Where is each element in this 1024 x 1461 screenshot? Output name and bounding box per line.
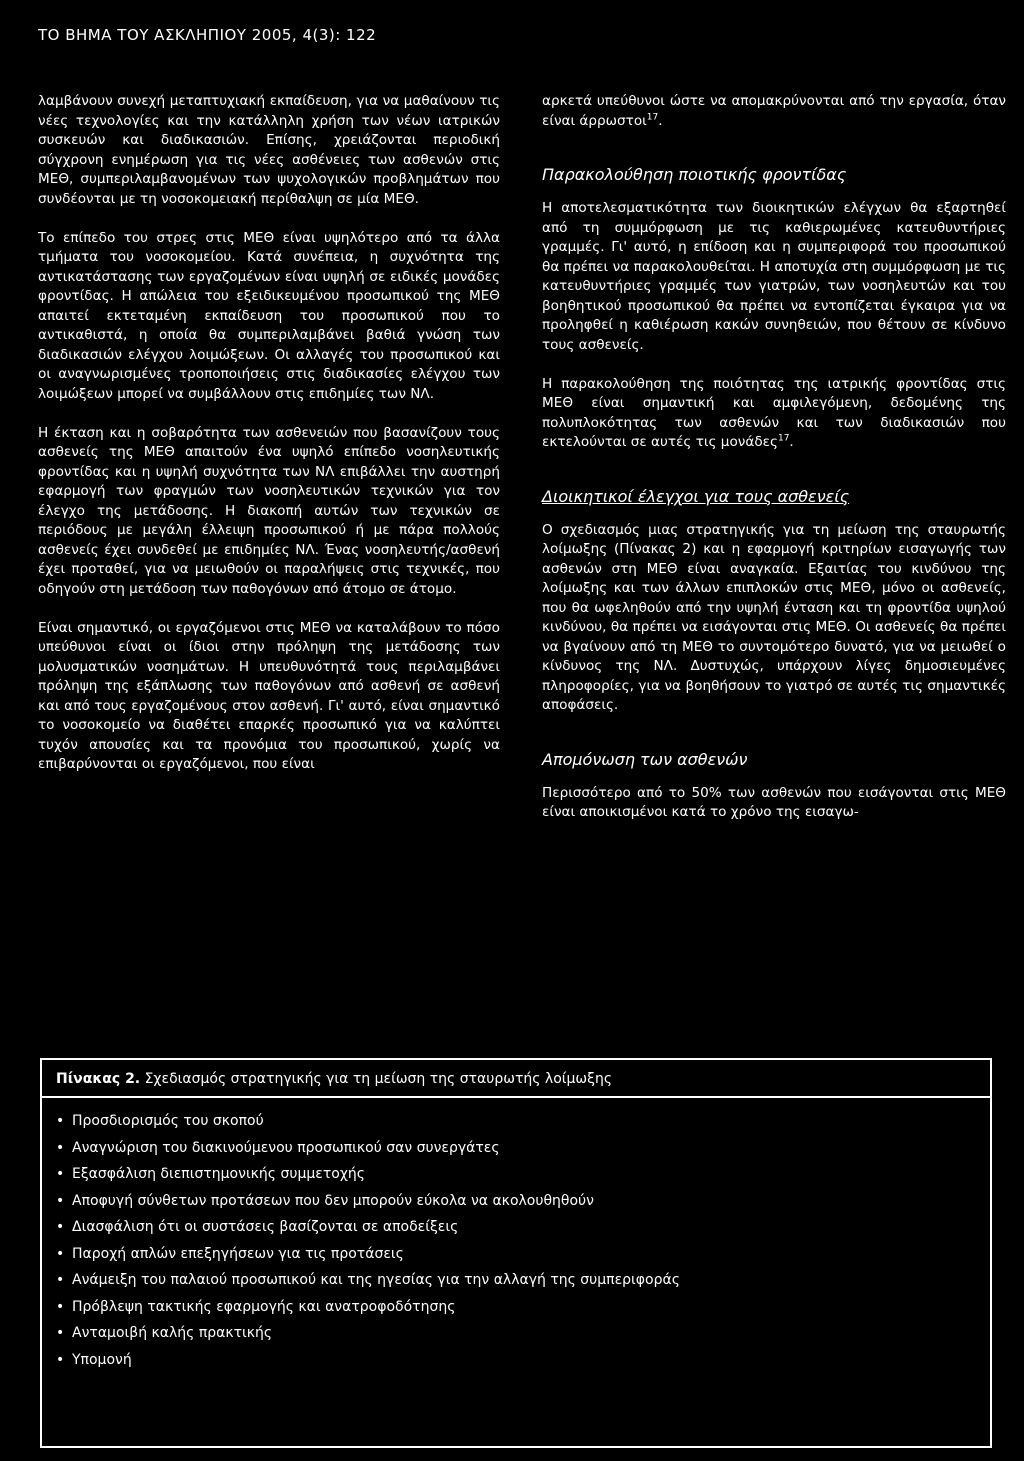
list-item <box>56 1214 990 1241</box>
right-column <box>542 92 1006 842</box>
list-item-text: Παροχή απλών επεξηγήσεων για τις προτάσεις <box>72 1245 404 1262</box>
list-item <box>56 1188 990 1215</box>
list-item <box>56 1108 990 1135</box>
paragraph: Το επίπεδο του στρες στις ΜΕΘ είναι υψηλότερο από τα άλλα τμήματα του νοσοκομείου. Κατά συνέπεια, η συχνότητα της αντικατάστασης των εργαζομένων είναι υψηλή σε ειδικές μονάδες φροντίδας. Η απώλεια του εξειδικευμένου προσωπικού της ΜΕΘ απαιτεί εκτεταμένη εκπαίδευση του προσωπικού που το αντικαθιστά, η οποία θα συμπεριλαμβάνει βαθιά γνώση των διαδικασιών ελέγχου λοιμώξεων. Οι αλλαγές του προσωπικού και οι αναγνωρισμένες τροποποιήσεις στις διαδικασίες ελέγχου των λοιμώξεων μπορεί να συμβάλλουν στις επιδημίες των ΝΛ. <box>38 229 500 402</box>
paragraph: Η έκταση και η σοβαρότητα των ασθενειών που βασανίζουν τους ασθενείς της ΜΕΘ απαιτούν ένα υψηλό επίπεδο νοσηλευτικής φροντίδας και η υψηλή συχνότητα των ΝΛ επιβάλλει την αυστηρή εφαρμογή των φραγμών των νοσηλευτικών τεχνικών για τον έλεγχο της μετάδοσης. Η διακοπή αυτών των τεχνικών σε περιόδους με μεγάλη έλλειψη προσωπικού ή με πάρα πολλούς ασθενείς έχει συνδεθεί με επιδημίες ΝΛ. Ένας νοσηλευτής/ασθενή έχει προταθεί, για να μειωθούν οι παραλήψεις στις τεχνικές, που οδηγούν στη μετάδοση των παθογόνων από άτομο σε άτομο. <box>38 424 500 597</box>
paragraph <box>542 375 1006 453</box>
paragraph: Η αποτελεσματικότητα των διοικητικών ελέγχων θα εξαρτηθεί από τη συμμόρφωση με τις καθιερωμένες κατευθυντήριες γραμμές. Γι' αυτό, η επίδοση και η συμπεριφορά του προσωπικού θα πρέπει να παρακολουθείται. Η αποτυχία στη συμμόρφωση με τις κατευθυντήριες γραμμές των γιατρών, των νοσηλευτών και του βοηθητικού προσωπικού θα πρέπει να εντοπίζεται έγκαιρα για να προληφθεί η καθιέρωση κακών συνηθειών, που θέτουν σε κίνδυνο τους ασθενείς. <box>542 200 1006 353</box>
paragraph-end: . <box>658 112 663 129</box>
bullet-icon: • <box>56 1298 65 1315</box>
running-header: ΤΟ ΒΗΜΑ ΤΟΥ ΑΣΚΛΗΠΙΟΥ 2005, 4(3): 122 <box>38 26 377 44</box>
paragraph: λαμβάνουν συνεχή μεταπτυχιακή εκπαίδευση, για να μαθαίνουν τις νέες τεχνολογίες και την κατάλληλη χρήση των νέων ιατρικών συσκευών και διαδικασιών. Επίσης, χρειάζονται περιοδική σύγχρονη ενημέρωση για τις νέες ασθένειες των ασθενών στις ΜΕΘ, συμπεριλαμβανομένων των ψυχολογικών προβλημάτων που συνδέονται με τη νοσοκομειακή περίθαλψη σε μία ΜΕΘ. <box>38 93 500 207</box>
table-label: Πίνακας 2. <box>56 1071 141 1087</box>
list-item <box>56 1320 990 1347</box>
reference-number: 17 <box>646 111 659 122</box>
bullet-icon: • <box>56 1272 65 1288</box>
paragraph <box>542 92 1006 131</box>
list-item-text: Εξασφάλιση διεπιστημονικής συμμετοχής <box>72 1166 365 1182</box>
paragraph: Είναι σημαντικό, οι εργαζόμενοι στις ΜΕΘ να καταλάβουν το πόσο υπεύθυνοι είναι οι ίδιοι στην πρόληψη της μετάδοσης των μολυσματικών νοσημάτων. Η υπευθυνότητά τους περιλαμβάνει πρόληψη της εξάπλωσης των παθογόνων από ασθενή σε ασθενή και από τους εργαζομένους στον ασθενή. Γι' αυτό, είναι σημαντικό το νοσοκομείο να διαθέτει επαρκές προσωπικό για να καλύπτει τυχόν απουσίες και τα προνόμια του προσωπικού, χωρίς να επιβαρύνονται οι εργαζόμενοι, που είναι <box>38 619 500 772</box>
list-item-text: Υπομονή <box>72 1351 132 1368</box>
list-item <box>56 1347 990 1374</box>
bullet-icon: • <box>56 1219 65 1235</box>
bullet-icon: • <box>56 1192 65 1209</box>
section-heading: Παρακολούθηση ποιοτικής φροντίδας <box>542 165 847 184</box>
list-item-text: Προσδιορισμός του σκοπού <box>72 1113 264 1129</box>
paragraph-text: Η παρακολούθηση της ποιότητας της ιατρικής φροντίδας στις ΜΕΘ είναι σημαντική και αμφιλεγόμενη, δεδομένης της πολυπλοκότητας των ασθενών και των διαδικασιών που εκτελούνται σε αυτές τις μονάδες <box>542 375 1006 450</box>
bullet-icon: • <box>56 1166 65 1182</box>
paragraph-text: αρκετά υπεύθυνοι ώστε να απομακρύνονται από την εργασία, όταν είναι άρρωστοι <box>542 93 1006 129</box>
list-item-text: Ανταμοιβή καλής πρακτικής <box>72 1325 273 1341</box>
left-column <box>38 92 500 794</box>
list-item-text: Διασφάλιση ότι οι συστάσεις βασίζονται σε αποδείξεις <box>72 1219 459 1235</box>
bullet-icon: • <box>56 1139 65 1156</box>
table-2-box <box>40 1058 992 1448</box>
list-item <box>56 1161 990 1188</box>
list-item-text: Ανάμειξη του παλαιού προσωπικού και της ηγεσίας για την αλλαγή της συμπεριφοράς <box>72 1272 680 1288</box>
list-item <box>56 1294 990 1321</box>
list-item-text: Πρόβλεψη τακτικής εφαρμογής και ανατροφοδότησης <box>72 1298 456 1315</box>
list-item <box>56 1135 990 1162</box>
list-item <box>56 1267 990 1294</box>
section-heading: Απομόνωση των ασθενών <box>542 749 748 769</box>
bullet-icon: • <box>56 1113 65 1129</box>
paragraph-end: . <box>789 434 794 450</box>
table-title: Σχεδιασμός στρατηγικής για τη μείωση της σταυρωτής λοίμωξης <box>140 1071 613 1087</box>
reference-number: 17 <box>777 433 790 444</box>
table-list <box>42 1098 990 1373</box>
list-item-text: Αναγνώριση του διακινούμενου προσωπικού σαν συνεργάτες <box>72 1139 500 1156</box>
bullet-icon: • <box>56 1325 65 1341</box>
bullet-icon: • <box>56 1245 65 1262</box>
table-caption <box>42 1060 990 1098</box>
bullet-icon: • <box>56 1351 65 1368</box>
paragraph: Περισσότερο από το 50% των ασθενών που εισάγονται στις ΜΕΘ είναι αποικισμένοι κατά το χρόνο της εισαγω- <box>542 784 1006 820</box>
list-item-text: Αποφυγή σύνθετων προτάσεων που δεν μπορούν εύκολα να ακολουθηθούν <box>72 1192 594 1209</box>
list-item <box>56 1241 990 1268</box>
section-heading: Διοικητικοί έλεγχοι για τους ασθενείς <box>542 486 850 506</box>
paragraph: Ο σχεδιασμός μιας στρατηγικής για τη μείωση της σταυρωτής λοίμωξης (Πίνακας 2) και η εφαρμογή κριτηρίων εισαγωγής των ασθενών στη ΜΕΘ είναι αναγκαία. Εξαιτίας του κινδύνου της λοίμωξης και των άλλων επιπλοκών στις ΜΕΘ, μόνο οι ασθενείς, που θα ωφεληθούν από την υψηλή ένταση και τη φροντίδα υψηλού κινδύνου, θα πρέπει να εισάγονται στις ΜΕΘ. Οι ασθενείς θα πρέπει να βγαίνουν από τη ΜΕΘ το συντομότερο δυνατό, για να μειωθεί ο κίνδυνος της ΝΛ. Δυστυχώς, υπάρχουν λίγες δημοσιευμένες πληροφορίες, για να βοηθήσουν το γιατρό σε αυτές τις σημαντικές αποφάσεις. <box>542 521 1006 713</box>
